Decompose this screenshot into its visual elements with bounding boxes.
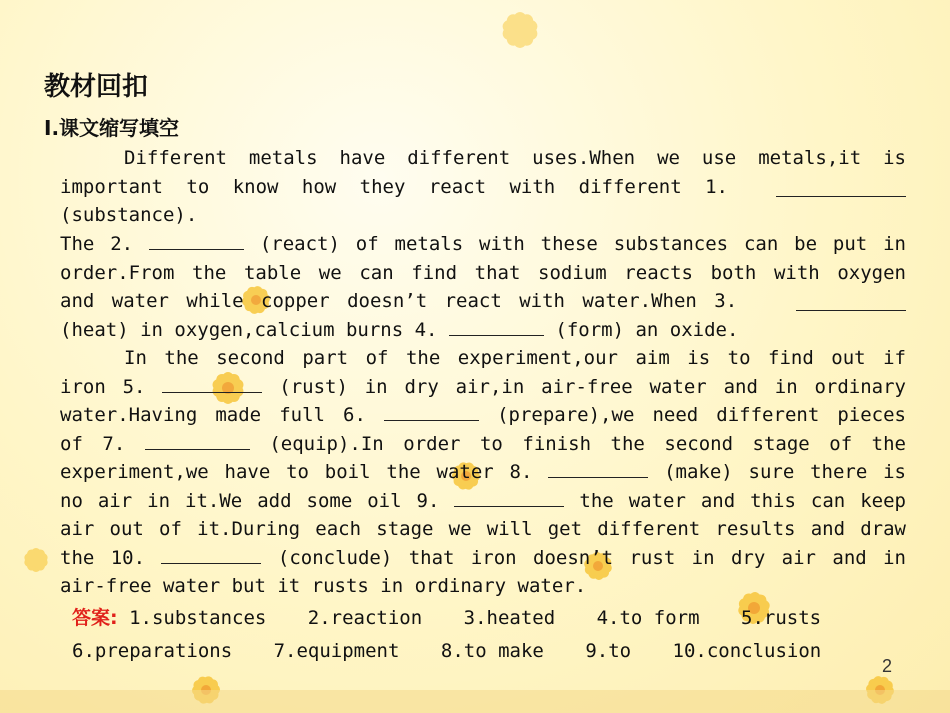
line-text: and water while copper doesn’t react with water.When 3. xyxy=(60,290,738,312)
flower-icon xyxy=(500,10,540,51)
passage-line: order.From the table we can find that sodium reacts both with oxygen xyxy=(60,262,906,284)
answer-item: 10.conclusion xyxy=(672,640,822,662)
line-text: (heat) in oxygen,calcium burns 4. xyxy=(60,319,438,341)
line-text: the water and this can keep xyxy=(579,490,906,512)
passage-line xyxy=(60,401,906,429)
answer-row xyxy=(72,603,821,630)
passage-line xyxy=(60,230,906,258)
answer-blank[interactable] xyxy=(548,459,648,478)
passage-line xyxy=(60,173,906,201)
line-text: experiment,we have to boil the water 8. xyxy=(60,461,533,483)
answer-blank[interactable] xyxy=(161,545,261,564)
passage-line xyxy=(60,316,906,344)
answer-blank[interactable] xyxy=(776,178,906,197)
answer-item: 2.reaction xyxy=(307,607,423,629)
answer-item: 4.to form xyxy=(596,607,700,629)
passage-line xyxy=(60,287,906,315)
line-text: (rust) in dry air,in air-free water and in ordinary xyxy=(279,376,907,398)
page-title: 教材回扣 xyxy=(44,72,149,102)
line-text: (equip).In order to finish the second stage of the xyxy=(269,433,906,455)
passage-line: (substance). xyxy=(60,204,198,226)
line-text: of 7. xyxy=(60,433,126,455)
line-text: The 2. xyxy=(60,233,134,255)
line-text: iron 5. xyxy=(60,376,146,398)
answer-item: 7.equipment xyxy=(273,640,400,662)
passage-line xyxy=(60,458,906,486)
answer-blank[interactable] xyxy=(384,402,479,421)
answer-item: 3.heated xyxy=(463,607,556,629)
answer-item: 5.rusts xyxy=(741,607,822,629)
answer-blank[interactable] xyxy=(454,488,564,507)
answer-blank[interactable] xyxy=(449,317,544,336)
passage-line: air out of it.During each stage we will get different results and draw xyxy=(60,518,906,540)
line-text: the 10. xyxy=(60,547,146,569)
line-text: no air in it.We add some oil 9. xyxy=(60,490,440,512)
section-title: Ⅰ.课文缩写填空 xyxy=(44,116,180,140)
answer-blank[interactable] xyxy=(149,231,244,250)
line-text: (react) of metals with these substances can be put in xyxy=(259,233,906,255)
passage-line xyxy=(60,373,906,401)
answer-blank[interactable] xyxy=(796,292,906,311)
passage-line: In the second part of the experiment,our aim is to find out if xyxy=(124,347,906,369)
answer-item: 6.preparations xyxy=(72,640,233,662)
line-text: important to know how they react with different 1. xyxy=(60,176,728,198)
passage-line xyxy=(60,430,906,458)
line-text: (prepare),we need different pieces xyxy=(497,404,906,426)
passage-line xyxy=(60,544,906,572)
line-text: (conclude) that iron doesn’t rust in dry air and in xyxy=(277,547,906,569)
answer-row xyxy=(72,640,821,662)
answer-blank[interactable] xyxy=(145,431,250,450)
passage-line: air-free water but it rusts in ordinary water. xyxy=(60,575,587,597)
passage-line xyxy=(60,487,906,515)
line-text: water.Having made full 6. xyxy=(60,404,366,426)
flower-icon xyxy=(22,546,49,574)
page-number: 2 xyxy=(881,656,892,676)
line-text: (make) sure there is xyxy=(664,461,906,483)
passage-line: Different metals have different uses.When we use metals,it is xyxy=(124,147,906,169)
answer-blank[interactable] xyxy=(162,374,262,393)
answer-item: 8.to make xyxy=(440,640,544,662)
answer-label: 答案: xyxy=(72,607,118,629)
line-text: (form) an oxide. xyxy=(555,319,739,341)
answer-item: 9.to xyxy=(585,640,632,662)
answer-item: 1.substances xyxy=(129,607,267,629)
